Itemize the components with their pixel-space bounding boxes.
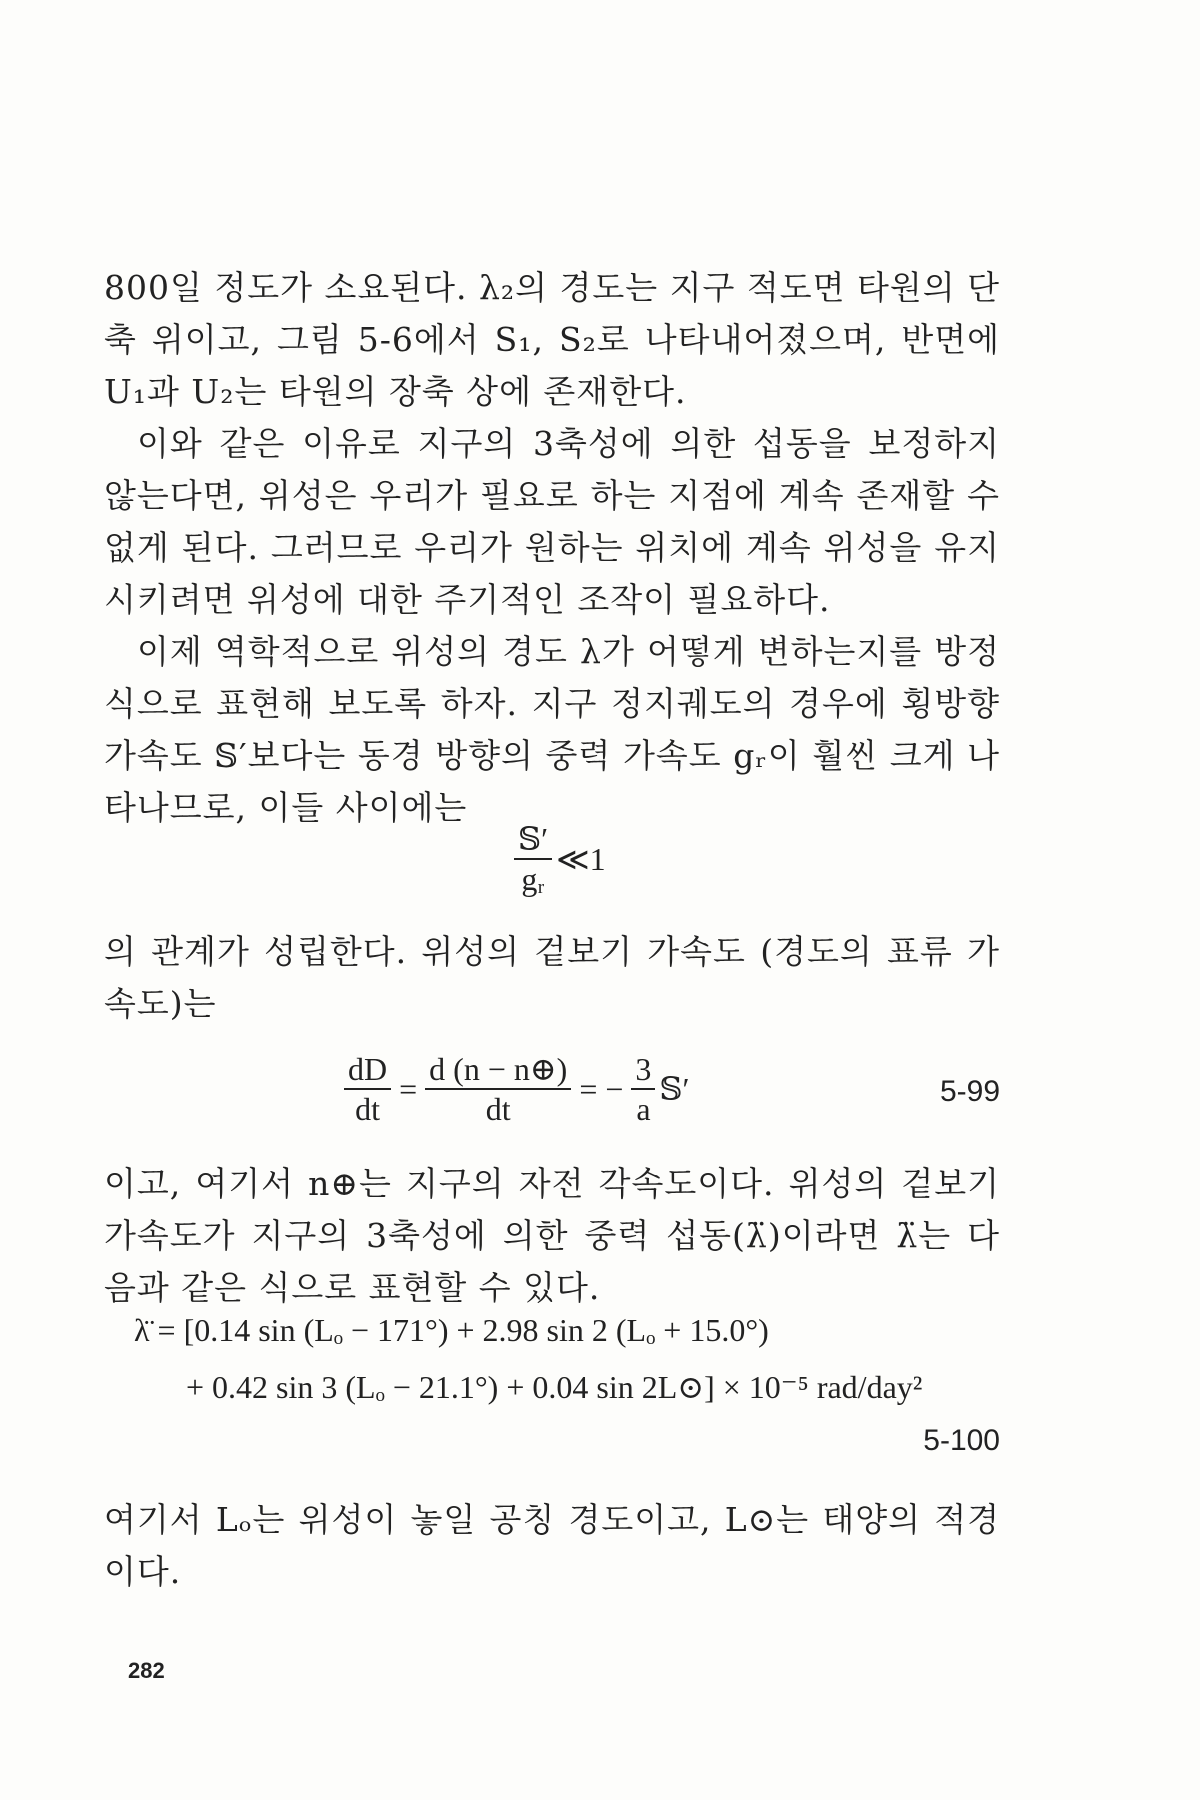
fraction-numerator: 𝕊′ [514, 820, 552, 860]
paragraph-3: 이제 역학적으로 위성의 경도 λ가 어떻게 변하는지를 방정식으로 표현해 보도록 하자. 지구 정지궤도의 경우에 횡방향 가속도 𝕊′보다는 동경 방향의 중력 가속도 gᵣ이 훨씬 크게 나타나므로, 이들 사이에는 [104, 632, 1000, 827]
minus-sign: − [605, 1070, 624, 1107]
paragraph-4: 의 관계가 성립한다. 위성의 겉보기 가속도 (경도의 표류 가속도)는 [104, 932, 1000, 1023]
paragraph-5: 이고, 여기서 n⊕는 지구의 자전 각속도이다. 위성의 겉보기 가속도가 지구의 3축성에 의한 중력 섭동(λ̈)이라면 λ̈는 다음과 같은 식으로 표현할 수 있다. [104, 1164, 1000, 1307]
page-number: 282 [128, 1658, 165, 1683]
equation-number-5-100: 5-100 [923, 1424, 1000, 1457]
fraction [514, 820, 552, 898]
fraction-numerator: dD [344, 1050, 391, 1090]
equation-number-5-99: 5-99 [939, 1075, 1000, 1108]
equation-tail: 𝕊′ [659, 1071, 690, 1107]
fraction-dn-dt [425, 1050, 571, 1128]
equation-5-100-line-2: + 0.42 sin 3 (Lₒ − 21.1°) + 0.04 sin 2L⊙] × 10⁻⁵ rad/day² [186, 1369, 923, 1405]
fraction-denominator: a [636, 1091, 651, 1127]
equation-5-100-line-1: λ̈ = [0.14 sin (Lₒ − 171°) + 2.98 sin 2 (Lₒ + 15.0°) [134, 1312, 769, 1348]
fraction-3-a [631, 1050, 655, 1128]
equals-sign: = [399, 1070, 418, 1107]
paragraph-1: 800일 정도가 소요된다. λ₂의 경도는 지구 적도면 타원의 단축 위이고, 그림 5-6에서 S₁, S₂로 나타내어졌으며, 반면에 U₁과 U₂는 타원의 장축 상에 존재한다. [104, 268, 1000, 411]
inequality-rhs: ≪1 [556, 841, 606, 877]
equals-sign: = [579, 1070, 598, 1107]
fraction-denominator: gᵣ [521, 861, 545, 897]
fraction-denominator: dt [355, 1091, 380, 1127]
fraction-denominator: dt [485, 1091, 511, 1127]
paragraph-2: 이와 같은 이유로 지구의 3축성에 의한 섭동을 보정하지 않는다면, 위성은 우리가 필요로 하는 지점에 계속 존재할 수 없게 된다. 그러므로 우리가 원하는 위치에 계속 위성을 유지시키려면 위성에 대한 주기적인 조작이 필요하다. [104, 424, 1000, 619]
fraction-dD-dt [344, 1050, 391, 1128]
equation-5-99 [340, 1050, 690, 1128]
equation-inequality [510, 820, 606, 898]
paragraph-6: 여기서 Lₒ는 위성이 놓일 공칭 경도이고, L⊙는 태양의 적경이다. [104, 1500, 1000, 1591]
fraction-numerator: 3 [631, 1050, 655, 1090]
fraction-numerator: d (n − n⊕) [425, 1050, 571, 1090]
